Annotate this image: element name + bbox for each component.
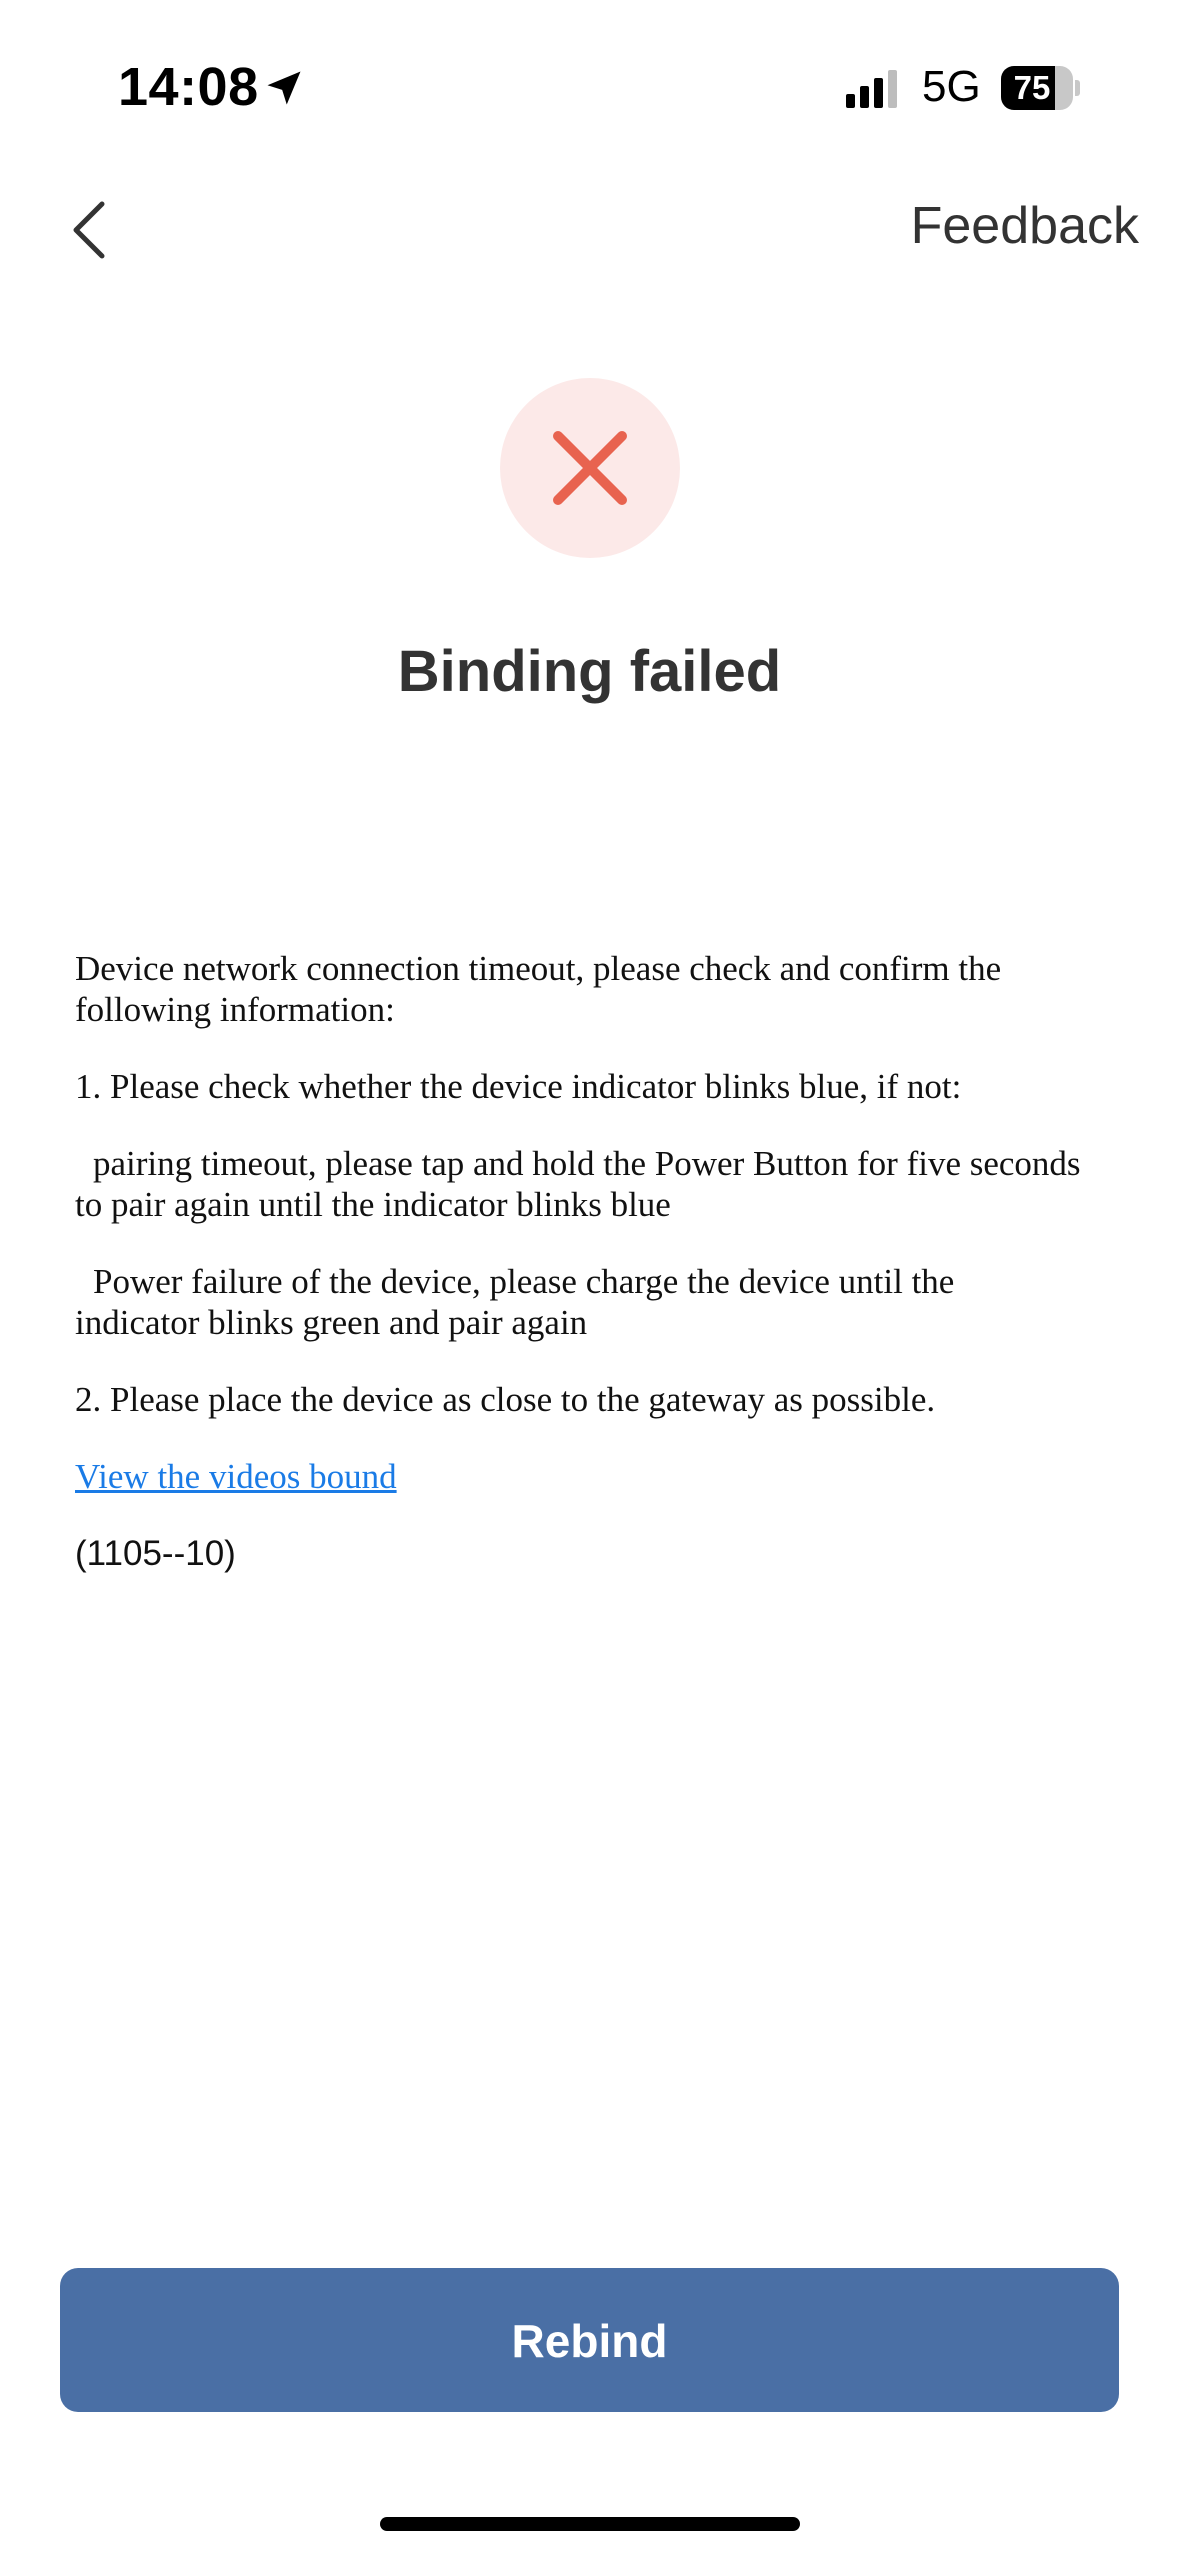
message-step-1a: pairing timeout, please tap and hold the Power Button for five seconds to pair again until the indicator blinks blue [75,1144,1081,1224]
rebind-button[interactable]: Rebind [60,2268,1119,2412]
back-button[interactable] [60,190,130,270]
location-arrow-icon [262,66,306,110]
message-intro: Device network connection timeout, please check and confirm the following information: [75,949,1002,1029]
cellular-signal-icon [846,70,900,108]
error-code: (1105--10) [75,1534,236,1573]
home-indicator[interactable] [380,2517,800,2531]
status-time: 14:08 [118,57,259,117]
battery-level: 75 [1013,69,1051,106]
message-step-1: 1. Please check whether the device indicator blinks blue, if not: [75,1067,962,1106]
error-message [75,948,1085,1610]
close-icon [550,428,630,508]
message-step-2: 2. Please place the device as close to the gateway as possible. [75,1380,936,1419]
message-step-1b: Power failure of the device, please charge the device until the indicator blinks green and pair again [75,1262,955,1342]
status-bar [0,0,1179,170]
view-videos-link[interactable]: View the videos bound [75,1457,397,1496]
error-icon-badge [500,378,680,558]
page-title: Binding failed [397,639,782,704]
network-type: 5G [922,62,981,111]
battery-icon [1001,66,1079,110]
feedback-button[interactable]: Feedback [910,197,1139,255]
chevron-left-icon [60,190,130,270]
